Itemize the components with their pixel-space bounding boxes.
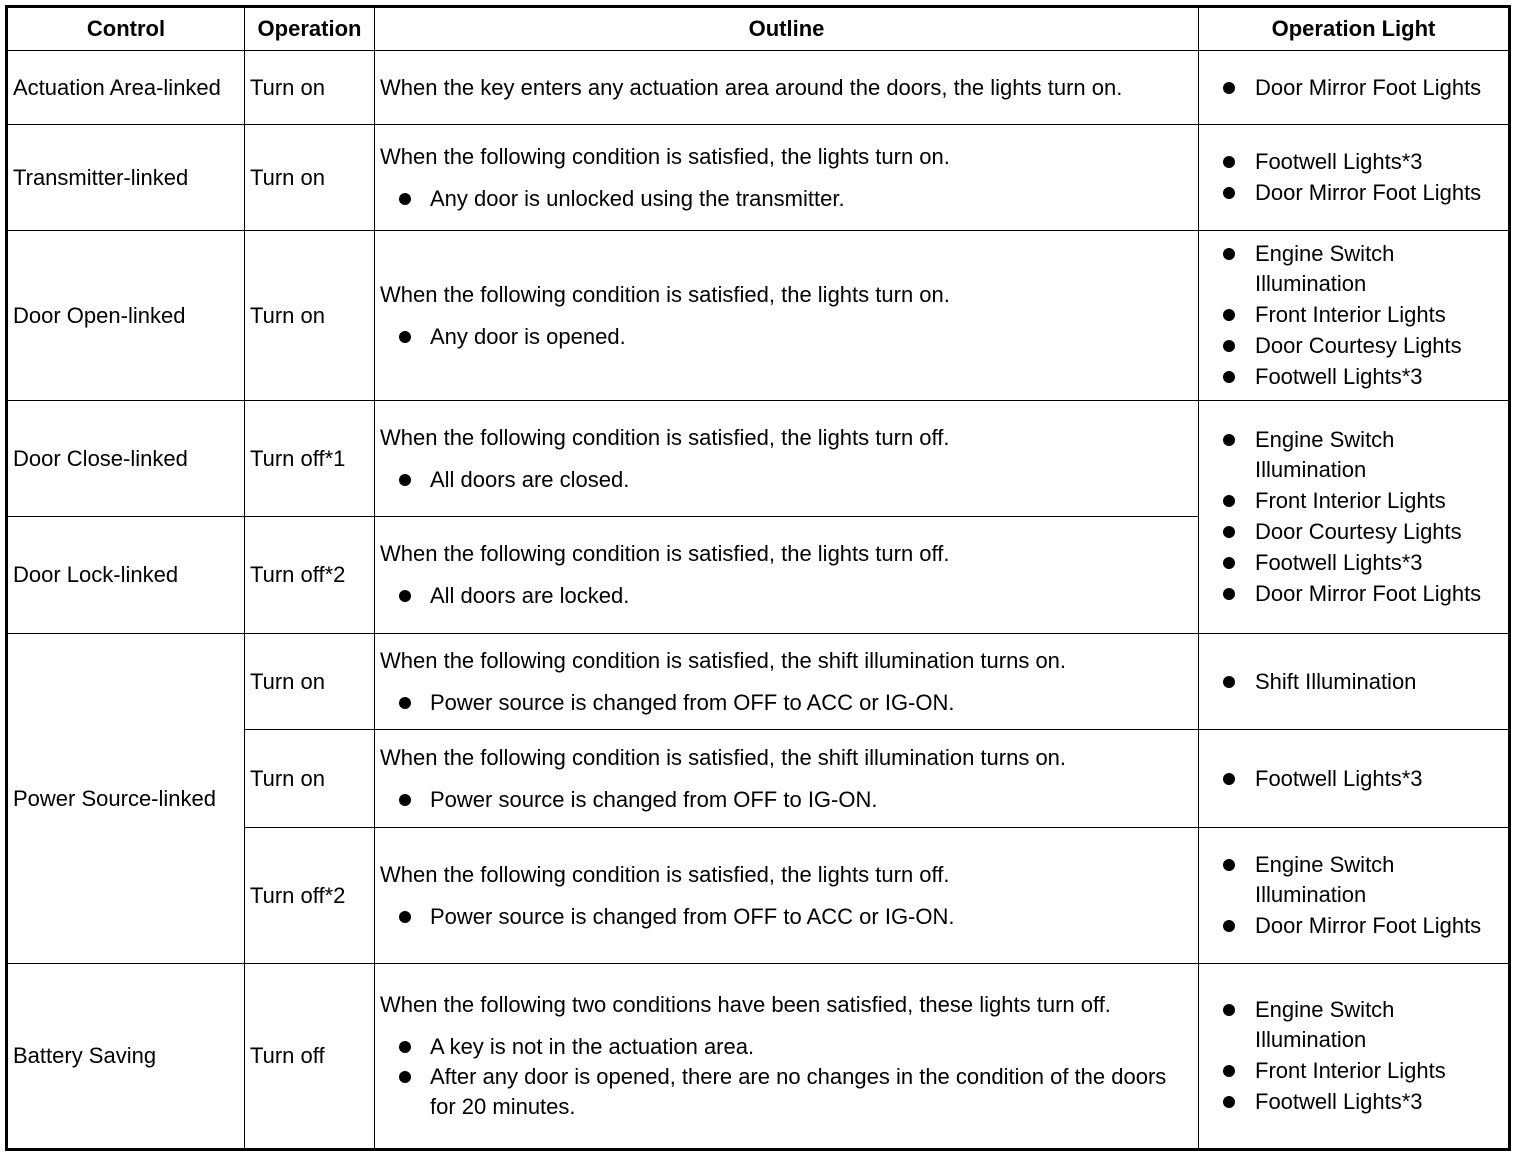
table-row <box>7 231 1510 401</box>
table-row <box>7 51 1510 125</box>
control-cell: Battery Saving <box>7 964 245 1150</box>
light-list <box>1204 764 1503 794</box>
condition-list <box>380 322 1193 352</box>
light-list <box>1204 147 1503 208</box>
light-item: Engine Switch Illumination <box>1204 995 1503 1055</box>
light-item: Footwell Lights*3 <box>1204 362 1503 392</box>
outline-text: When the following condition is satisfied, the lights turn off. <box>380 861 950 887</box>
operation-cell: Turn on <box>245 125 375 231</box>
operation-light-cell <box>1199 125 1510 231</box>
condition-list <box>380 902 1193 932</box>
control-cell: Door Lock-linked <box>7 517 245 634</box>
outline-text: When the following condition is satisfied, the lights turn off. <box>380 541 950 566</box>
operation-light-cell <box>1199 828 1510 964</box>
light-item: Shift Illumination <box>1204 667 1503 697</box>
condition-list <box>380 581 1193 611</box>
light-item: Door Mirror Foot Lights <box>1204 73 1503 103</box>
control-cell: Power Source-linked <box>7 634 245 964</box>
outline-text: When the key enters any actuation area around the doors, the lights turn on. <box>380 74 1123 100</box>
control-cell: Door Close-linked <box>7 401 245 517</box>
operation-cell: Turn off*2 <box>245 828 375 964</box>
light-item: Door Courtesy Lights <box>1204 331 1503 361</box>
operation-cell: Turn off <box>245 964 375 1150</box>
outline-cell <box>375 231 1199 401</box>
light-item: Engine Switch Illumination <box>1204 850 1503 910</box>
condition-item: Power source is changed from OFF to ACC or IG-ON. <box>380 902 1193 932</box>
light-item: Footwell Lights*3 <box>1204 147 1503 177</box>
condition-item: Any door is unlocked using the transmitter. <box>380 184 1193 214</box>
header-row <box>7 7 1510 51</box>
outline-text: When the following two conditions have been satisfied, these lights turn off. <box>380 992 1111 1017</box>
light-list <box>1204 850 1503 941</box>
light-list <box>1204 73 1503 103</box>
outline-text: When the following condition is satisfied, the shift illumination turns on. <box>380 744 1067 770</box>
condition-list <box>380 785 1193 815</box>
light-item: Front Interior Lights <box>1204 1056 1503 1086</box>
light-item: Door Mirror Foot Lights <box>1204 178 1503 208</box>
condition-item: All doors are closed. <box>380 465 1193 495</box>
light-list <box>1204 239 1503 392</box>
outline-cell <box>375 828 1199 964</box>
condition-item: Power source is changed from OFF to IG-ON. <box>380 785 1193 815</box>
outline-text: When the following condition is satisfied, the lights turn off. <box>380 424 950 450</box>
outline-cell <box>375 964 1199 1150</box>
outline-cell <box>375 730 1199 828</box>
light-item: Front Interior Lights <box>1204 300 1503 330</box>
table-row <box>7 634 1510 730</box>
condition-item: Any door is opened. <box>380 322 1193 352</box>
outline-cell <box>375 401 1199 517</box>
operation-cell: Turn off*1 <box>245 401 375 517</box>
condition-list <box>380 1032 1193 1122</box>
light-item: Footwell Lights*3 <box>1204 548 1503 578</box>
light-list <box>1204 995 1503 1117</box>
light-item: Engine Switch Illumination <box>1204 239 1503 299</box>
control-cell: Transmitter-linked <box>7 125 245 231</box>
condition-item: All doors are locked. <box>380 581 1193 611</box>
operation-light-cell <box>1199 730 1510 828</box>
operation-cell: Turn on <box>245 231 375 401</box>
header-control: Control <box>7 7 245 51</box>
light-item: Door Mirror Foot Lights <box>1204 579 1503 609</box>
light-list <box>1204 425 1503 609</box>
operation-cell: Turn on <box>245 634 375 730</box>
outline-cell <box>375 51 1199 125</box>
operation-light-cell <box>1199 964 1510 1150</box>
outline-cell <box>375 517 1199 634</box>
light-list <box>1204 667 1503 697</box>
operation-light-cell <box>1199 401 1510 634</box>
operation-light-table <box>5 5 1511 1151</box>
condition-item: A key is not in the actuation area. <box>380 1032 1193 1062</box>
operation-cell: Turn on <box>245 51 375 125</box>
header-outline: Outline <box>375 7 1199 51</box>
table-row <box>7 964 1510 1150</box>
light-item: Door Courtesy Lights <box>1204 517 1503 547</box>
operation-cell: Turn off*2 <box>245 517 375 634</box>
operation-light-cell <box>1199 634 1510 730</box>
outline-text: When the following condition is satisfied, the lights turn on. <box>380 281 950 307</box>
light-item: Door Mirror Foot Lights <box>1204 911 1503 941</box>
table-row <box>7 401 1510 517</box>
outline-text: When the following condition is satisfied, the lights turn on. <box>380 143 950 169</box>
control-cell: Door Open-linked <box>7 231 245 401</box>
table-row <box>7 125 1510 231</box>
light-item: Footwell Lights*3 <box>1204 764 1503 794</box>
operation-cell: Turn on <box>245 730 375 828</box>
condition-list <box>380 184 1193 214</box>
operation-light-cell <box>1199 51 1510 125</box>
outline-cell <box>375 634 1199 730</box>
outline-text: When the following condition is satisfied, the shift illumination turns on. <box>380 647 1067 673</box>
light-item: Front Interior Lights <box>1204 486 1503 516</box>
control-cell: Actuation Area-linked <box>7 51 245 125</box>
light-item: Footwell Lights*3 <box>1204 1087 1503 1117</box>
condition-list <box>380 688 1193 718</box>
condition-item: After any door is opened, there are no changes in the condition of the doors for 20 minutes. <box>380 1062 1193 1122</box>
condition-item: Power source is changed from OFF to ACC or IG-ON. <box>380 688 1193 718</box>
header-operation-light: Operation Light <box>1199 7 1510 51</box>
outline-cell <box>375 125 1199 231</box>
header-operation: Operation <box>245 7 375 51</box>
operation-light-cell <box>1199 231 1510 401</box>
light-item: Engine Switch Illumination <box>1204 425 1503 485</box>
condition-list <box>380 465 1193 495</box>
